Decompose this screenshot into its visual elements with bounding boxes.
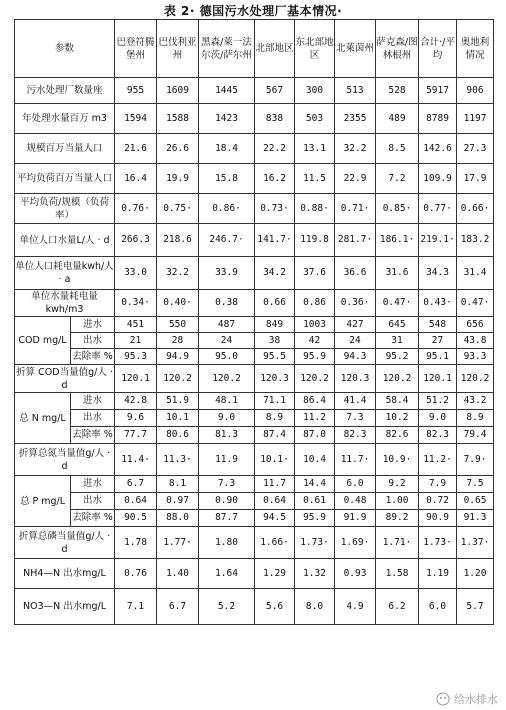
data-cell: 0.64	[115, 493, 157, 510]
sub-label: 去除率 %	[71, 349, 115, 365]
data-cell: 15.8	[199, 164, 255, 194]
data-cell: 34.3	[419, 257, 457, 290]
row-label: NO3—N 出水mg/L	[15, 589, 115, 625]
table-row	[15, 427, 494, 444]
data-cell: 656	[457, 317, 494, 333]
data-cell: 89.2	[376, 510, 419, 527]
data-cell: 183.2	[457, 224, 494, 257]
data-cell: 1594	[115, 104, 157, 134]
table-row	[15, 589, 494, 625]
data-cell: 120.2	[376, 365, 419, 393]
table-row	[15, 493, 494, 510]
data-cell: 14.4	[295, 476, 335, 493]
data-cell: 9.0	[419, 410, 457, 427]
data-cell: 31	[376, 333, 419, 349]
data-cell: 42	[295, 333, 335, 349]
sub-label: 进水	[71, 317, 115, 333]
table-row	[15, 476, 494, 493]
data-cell: 10.4	[295, 444, 335, 476]
data-cell: 838	[255, 104, 295, 134]
data-cell: 58.4	[376, 393, 419, 410]
row-label: 折算总氮当量值g/人 · d	[15, 444, 115, 476]
data-cell: 1.40	[157, 559, 199, 589]
data-cell: 1445	[199, 78, 255, 104]
data-cell: 7.3	[199, 476, 255, 493]
data-cell: 0.75·	[157, 194, 199, 224]
data-cell: 21	[115, 333, 157, 349]
data-cell: 120.2	[295, 365, 335, 393]
data-cell: 11.2·	[419, 444, 457, 476]
table-row	[15, 444, 494, 476]
data-cell: 1423	[199, 104, 255, 134]
data-cell: 1197	[457, 104, 494, 134]
data-cell: 6.7	[115, 476, 157, 493]
data-cell: 33.0	[115, 257, 157, 290]
watermark-text: 给水排水	[454, 693, 498, 706]
data-cell: 77.7	[115, 427, 157, 444]
data-cell: 0.61	[295, 493, 335, 510]
data-cell: 7.9·	[457, 444, 494, 476]
data-cell: 906	[457, 78, 494, 104]
data-cell: 0.47·	[457, 290, 494, 317]
data-cell: 80.6	[157, 427, 199, 444]
data-cell: 0.97	[157, 493, 199, 510]
data-cell: 11.4·	[115, 444, 157, 476]
data-cell: 0.65	[457, 493, 494, 510]
data-cell: 51.9	[157, 393, 199, 410]
data-cell: 1588	[157, 104, 199, 134]
sub-label: 去除率 %	[71, 427, 115, 444]
data-cell: 41.4	[335, 393, 376, 410]
data-cell: 1.66·	[255, 527, 295, 559]
data-cell: 0.85·	[376, 194, 419, 224]
data-cell: 8.0	[295, 589, 335, 625]
data-cell: 95.9	[295, 510, 335, 527]
data-cell: 1.19	[419, 559, 457, 589]
data-cell: 95.9	[295, 349, 335, 365]
data-cell: 1.69·	[335, 527, 376, 559]
data-cell: 0.76	[115, 559, 157, 589]
data-cell: 37.6	[295, 257, 335, 290]
row-label: 污水处理厂数量座	[15, 78, 115, 104]
table-row	[15, 510, 494, 527]
data-cell: 87.0	[295, 427, 335, 444]
table-row	[15, 410, 494, 427]
header-col: 合计·/平均	[419, 20, 457, 78]
data-cell: 119.8	[295, 224, 335, 257]
header-col: 东北部地区	[295, 20, 335, 78]
data-cell: 0.40·	[157, 290, 199, 317]
data-cell: 120.2	[199, 365, 255, 393]
data-cell: 7.9	[419, 476, 457, 493]
header-param: 参数	[15, 20, 115, 78]
data-cell: 2355	[335, 104, 376, 134]
table-row	[15, 290, 494, 317]
data-cell: 6.7	[157, 589, 199, 625]
data-cell: 0.76·	[115, 194, 157, 224]
data-cell: 1.00	[376, 493, 419, 510]
data-cell: 8.9	[457, 410, 494, 427]
data-cell: 0.93	[335, 559, 376, 589]
header-col: 北部地区	[255, 20, 295, 78]
data-cell: 51.2	[419, 393, 457, 410]
data-cell: 22.9	[335, 164, 376, 194]
data-cell: 43.2	[457, 393, 494, 410]
table-title: 表 2· 德国污水处理厂基本情况·	[163, 4, 343, 18]
data-cell: 9.6	[115, 410, 157, 427]
data-cell: 489	[376, 104, 419, 134]
data-cell: 88.0	[157, 510, 199, 527]
data-cell: 91.3	[457, 510, 494, 527]
data-cell: 11.9	[199, 444, 255, 476]
data-cell: 141.7·	[255, 224, 295, 257]
data-cell: 1.80	[199, 527, 255, 559]
data-cell: 503	[295, 104, 335, 134]
watermark	[436, 691, 498, 707]
header-col: 巴伐利亚州	[157, 20, 199, 78]
data-cell: 71.1	[255, 393, 295, 410]
table-row	[15, 20, 494, 78]
data-cell: 11.3·	[157, 444, 199, 476]
table-row	[15, 317, 494, 333]
data-cell: 0.73·	[255, 194, 295, 224]
table-row	[15, 257, 494, 290]
data-cell: 0.72	[419, 493, 457, 510]
data-cell: 4.9	[335, 589, 376, 625]
data-cell: 34.2	[255, 257, 295, 290]
data-cell: 11.5	[295, 164, 335, 194]
table-row	[15, 224, 494, 257]
data-cell: 27	[419, 333, 457, 349]
data-cell: 81.3	[199, 427, 255, 444]
data-cell: 8.9	[255, 410, 295, 427]
data-cell: 7.1	[115, 589, 157, 625]
data-cell: 6.0	[419, 589, 457, 625]
data-cell: 16.4	[115, 164, 157, 194]
data-cell: 90.5	[115, 510, 157, 527]
data-cell: 0.64	[255, 493, 295, 510]
sub-label: 出水	[71, 333, 115, 349]
data-cell: 5.6	[255, 589, 295, 625]
table-row	[15, 194, 494, 224]
data-cell: 0.66·	[457, 194, 494, 224]
data-cell: 567	[255, 78, 295, 104]
data-cell: 1609	[157, 78, 199, 104]
data-cell: 528	[376, 78, 419, 104]
data-cell: 18.4	[199, 134, 255, 164]
data-cell: 0.47·	[376, 290, 419, 317]
group-label: 总 N mg/L	[15, 393, 71, 444]
data-cell: 120.3	[335, 365, 376, 393]
data-cell: 9.0	[199, 410, 255, 427]
header-col: 黑森/萊一法尔茨/萨尔州	[199, 20, 255, 78]
data-cell: 548	[419, 317, 457, 333]
data-cell: 0.86·	[199, 194, 255, 224]
row-label: 单位水量耗电量kwh/m3	[15, 290, 115, 317]
data-cell: 0.71·	[335, 194, 376, 224]
data-cell: 0.43·	[419, 290, 457, 317]
data-cell: 8789	[419, 104, 457, 134]
data-cell: 32.2	[335, 134, 376, 164]
row-label: 平均负荷百万当量人口	[15, 164, 115, 194]
data-cell: 10.9·	[376, 444, 419, 476]
data-cell: 427	[335, 317, 376, 333]
data-cell: 120.2	[457, 365, 494, 393]
data-cell: 0.36·	[335, 290, 376, 317]
data-cell: 645	[376, 317, 419, 333]
data-cell: 246.7·	[199, 224, 255, 257]
data-cell: 95.2	[376, 349, 419, 365]
data-cell: 82.6	[376, 427, 419, 444]
data-cell: 1.73·	[295, 527, 335, 559]
table-row	[15, 78, 494, 104]
data-cell: 31.6	[376, 257, 419, 290]
data-cell: 11.7·	[335, 444, 376, 476]
data-cell: 218.6	[157, 224, 199, 257]
row-label: 单位人口水量L/人 · d	[15, 224, 115, 257]
data-cell: 38	[255, 333, 295, 349]
data-cell: 7.2	[376, 164, 419, 194]
data-cell: 300	[295, 78, 335, 104]
data-cell: 6.2	[376, 589, 419, 625]
data-cell: 90.9	[419, 510, 457, 527]
data-cell: 0.77·	[419, 194, 457, 224]
data-cell: 82.3	[419, 427, 457, 444]
header-col: 奥地利情况	[457, 20, 494, 78]
data-cell: 13.1	[295, 134, 335, 164]
data-cell: 9.2	[376, 476, 419, 493]
data-cell: 0.86	[295, 290, 335, 317]
data-cell: 1.73·	[419, 527, 457, 559]
data-cell: 28	[157, 333, 199, 349]
row-label: 单位人口耗电量kwh/人 · a	[15, 257, 115, 290]
data-cell: 24	[199, 333, 255, 349]
data-cell: 91.9	[335, 510, 376, 527]
row-label: 规模百万当量人口	[15, 134, 115, 164]
data-cell: 7.3	[335, 410, 376, 427]
data-cell: 7.5	[457, 476, 494, 493]
data-cell: 120.1	[115, 365, 157, 393]
data-cell: 16.2	[255, 164, 295, 194]
header-col: 萨克森/图林根州	[376, 20, 419, 78]
data-cell: 32.2	[157, 257, 199, 290]
data-cell: 95.5	[255, 349, 295, 365]
header-col: 北萊茵州	[335, 20, 376, 78]
data-cell: 1.29	[255, 559, 295, 589]
data-cell: 5917	[419, 78, 457, 104]
data-cell: 513	[335, 78, 376, 104]
data-cell: 86.4	[295, 393, 335, 410]
data-cell: 93.3	[457, 349, 494, 365]
data-cell: 5.7	[457, 589, 494, 625]
data-cell: 22.2	[255, 134, 295, 164]
table-row	[15, 365, 494, 393]
header-col: 巴登符腾堡州	[115, 20, 157, 78]
sub-label: 去除率 %	[71, 510, 115, 527]
data-cell: 94.5	[255, 510, 295, 527]
row-label: 折算 COD当量值g/人 · d	[16, 366, 113, 391]
data-cell: 8.5	[376, 134, 419, 164]
data-cell: 94.9	[157, 349, 199, 365]
data-cell: 1.58	[376, 559, 419, 589]
data-cell: 1.37·	[457, 527, 494, 559]
data-cell: 87.7	[199, 510, 255, 527]
data-cell: 79.4	[457, 427, 494, 444]
table-row	[15, 333, 494, 349]
data-cell: 5.2	[199, 589, 255, 625]
data-cell: 120.2	[157, 365, 199, 393]
data-cell: 95.1	[419, 349, 457, 365]
table-row	[15, 164, 494, 194]
table-row	[15, 559, 494, 589]
row-label: 平均负荷/规模（负荷率）	[15, 194, 115, 224]
data-cell: 10.2	[376, 410, 419, 427]
data-cell: 1.77·	[157, 527, 199, 559]
data-cell: 120.3	[255, 365, 295, 393]
group-label: COD mg/L	[15, 317, 71, 365]
data-cell: 11.7	[255, 476, 295, 493]
data-cell: 0.34·	[115, 290, 157, 317]
data-cell: 48.1	[199, 393, 255, 410]
data-cell: 10.1·	[255, 444, 295, 476]
data-cell: 82.3	[335, 427, 376, 444]
data-cell: 1.64	[199, 559, 255, 589]
data-cell: 95.3	[115, 349, 157, 365]
data-cell: 281.7·	[335, 224, 376, 257]
data-cell: 1003	[295, 317, 335, 333]
data-cell: 8.1	[157, 476, 199, 493]
data-cell: 1.78	[115, 527, 157, 559]
data-cell: 31.4	[457, 257, 494, 290]
data-cell: 142.6	[419, 134, 457, 164]
data-cell: 0.90	[199, 493, 255, 510]
data-cell: 95.0	[199, 349, 255, 365]
sub-label: 进水	[71, 393, 115, 410]
data-cell: 26.6	[157, 134, 199, 164]
data-cell: 186.1·	[376, 224, 419, 257]
data-cell: 219.1·	[419, 224, 457, 257]
data-cell: 955	[115, 78, 157, 104]
table-row	[15, 104, 494, 134]
data-cell: 21.6	[115, 134, 157, 164]
data-cell: 94.3	[335, 349, 376, 365]
row-label: 年处理水量百万 m3	[15, 104, 115, 134]
data-cell: 1.71·	[376, 527, 419, 559]
data-cell: 6.0	[335, 476, 376, 493]
data-cell: 42.8	[115, 393, 157, 410]
table-row	[15, 393, 494, 410]
table-row	[15, 527, 494, 559]
row-label: NH4—N 出水mg/L	[15, 559, 115, 589]
wwtp-table	[14, 19, 494, 625]
data-cell: 1.20	[457, 559, 494, 589]
data-cell: 120.1	[419, 365, 457, 393]
sub-label: 出水	[71, 410, 115, 427]
data-cell: 17.9	[457, 164, 494, 194]
data-cell: 0.48	[335, 493, 376, 510]
data-cell: 10.1	[157, 410, 199, 427]
data-cell: 24	[335, 333, 376, 349]
data-cell: 487	[199, 317, 255, 333]
data-cell: 11.2	[295, 410, 335, 427]
data-cell: 451	[115, 317, 157, 333]
sub-label: 出水	[71, 493, 115, 510]
data-cell: 849	[255, 317, 295, 333]
data-cell: 550	[157, 317, 199, 333]
data-cell: 1.32	[295, 559, 335, 589]
data-cell: 0.38	[199, 290, 255, 317]
data-cell: 43.8	[457, 333, 494, 349]
sub-label: 进水	[71, 476, 115, 493]
data-cell: 109.9	[419, 164, 457, 194]
data-cell: 27.3	[457, 134, 494, 164]
data-cell: 36.6	[335, 257, 376, 290]
data-cell: 33.9	[199, 257, 255, 290]
data-cell: 266.3	[115, 224, 157, 257]
data-cell: 87.4	[255, 427, 295, 444]
data-cell: 0.88·	[295, 194, 335, 224]
table-row	[15, 134, 494, 164]
data-cell: 0.66	[255, 290, 295, 317]
wechat-icon	[436, 692, 450, 706]
table-row	[15, 349, 494, 365]
data-cell: 19.9	[157, 164, 199, 194]
row-label: 折算总磷当量值g/人 · d	[15, 527, 115, 559]
group-label: 总 P mg/L	[15, 476, 71, 527]
